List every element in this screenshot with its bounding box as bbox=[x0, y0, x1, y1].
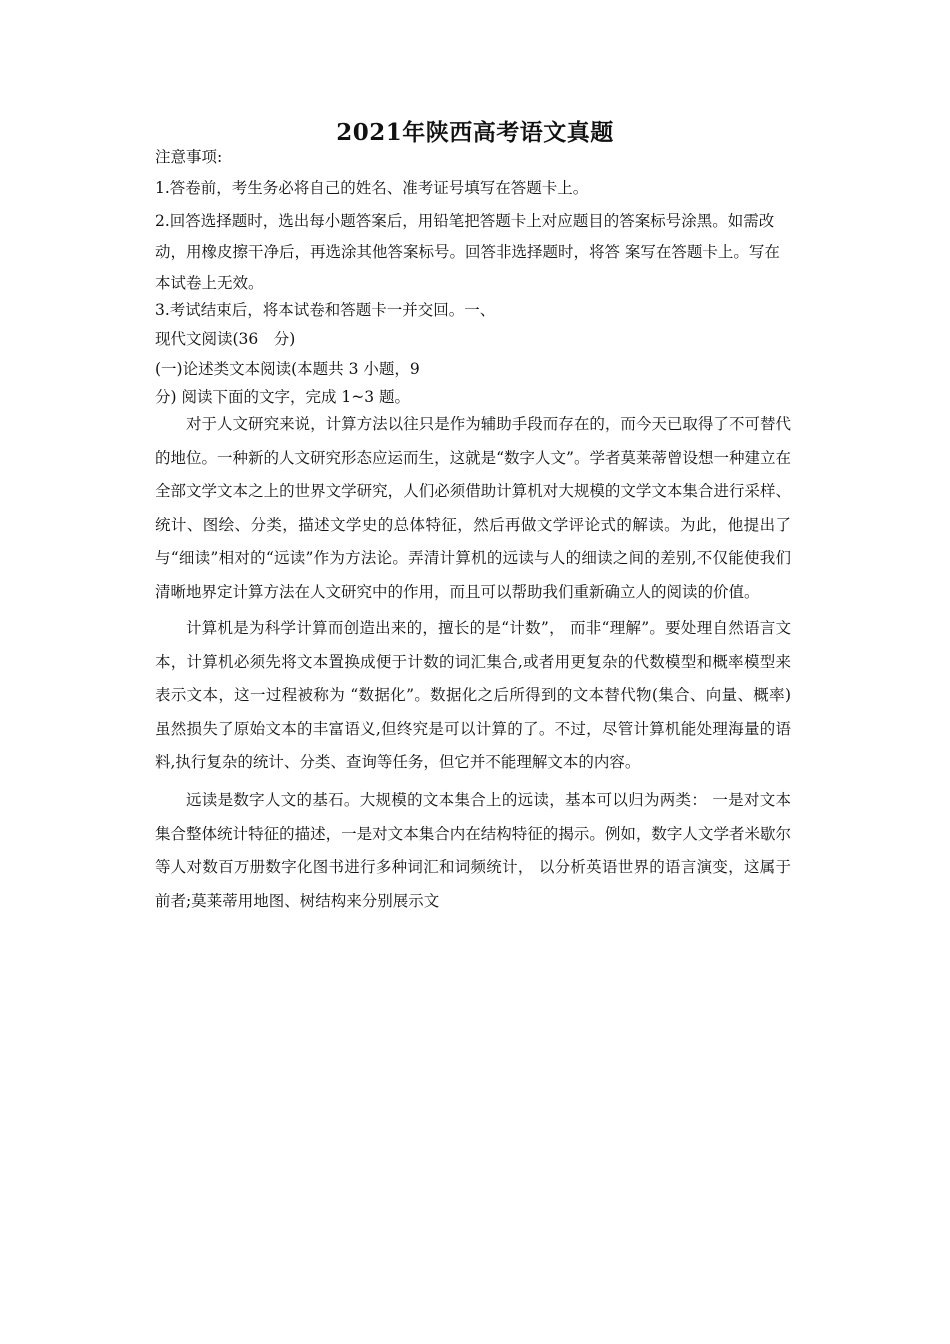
notice-item-2: 2.回答选择题时，选出每小题答案后，用铅笔把答题卡上对应题目的答案标号涂黑。如需改动，用橡皮擦干净后，再选涂其他答案标号。回答非选择题时，将答 案写在答题卡上。写在本试卷上无效。 bbox=[155, 212, 780, 292]
subsection-instruction: 分) 阅读下面的文字，完成 1~3 题。 bbox=[155, 388, 411, 406]
page-title: 2021年陕西高考语文真题 bbox=[336, 119, 614, 146]
notice-item-3: 3.考试结束后，将本试卷和答题卡一并交回。一、 bbox=[155, 301, 496, 319]
notice-item-1: 1.答卷前，考生务必将自己的姓名、准考证号填写在答题卡上。 bbox=[155, 179, 589, 197]
section-heading: 现代文阅读(36 分) bbox=[155, 330, 296, 348]
paragraph-1: 对于人文研究来说，计算方法以往只是作为辅助手段而存在的，而今天已取得了不可替代的地位。一种新的人文研究形态应运而生，这就是“数字人文”。学者莫莱蒂曾设想一种建立在全部文学文本之上的世界文学研究，人们必须借助计算机对大规模的文学文本集合进行采样、统计、图绘、分类，描述文学史的总体特征，然后再做文学评论式的解读。为此，他提出了与“细读”相对的“远读”作为方法论。弄清计算机的远读与人的细读之间的差别,不仅能使我们清晰地界定计算方法在人文研究中的作用，而且可以帮助我们重新确立人的阅读的价值。 bbox=[155, 415, 791, 601]
paragraph-3: 远读是数字人文的基石。大规模的文本集合上的远读，基本可以归为两类： 一是对文本集合整体统计特征的描述，一是对文本集合内在结构特征的揭示。例如，数字人文学者米歇尔等人对数百万册数字化图书进行多种词汇和词频统计， 以分析英语世界的语言演变，这属于前者;莫莱蒂用地图、树结构来分别展示文 bbox=[155, 791, 791, 910]
subsection-heading: (一)论述类文本阅读(本题共 3 小题，9 bbox=[155, 360, 420, 378]
paragraph-2: 计算机是为科学计算而创造出来的，擅长的是“计数”， 而非“理解”。要处理自然语言文本，计算机必须先将文本置换成便于计数的词汇集合,或者用更复杂的代数模型和概率模型来表示文本，这一过程被称为 “数据化”。数据化之后所得到的文本替代物(集合、向量、概率)虽然损失了原始文本的丰富语义,但终究是可以计算的了。不过，尽管计算机能处理海量的语料,执行复杂的统计、分类、查询等任务，但它并不能理解文本的内容。 bbox=[155, 619, 791, 771]
notice-heading: 注意事项: bbox=[155, 148, 223, 166]
